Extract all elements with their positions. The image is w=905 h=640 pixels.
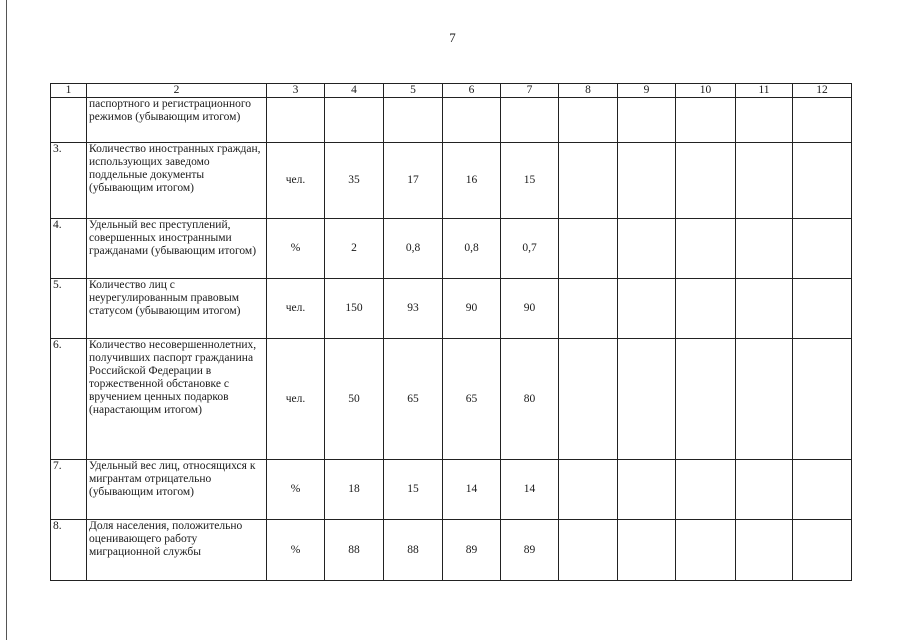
value-cell (501, 98, 559, 143)
indicators-table (50, 83, 852, 581)
value-cell: 50 (325, 339, 384, 460)
value-cell: 65 (443, 339, 501, 460)
row-number: 6. (51, 339, 87, 460)
value-cell (443, 98, 501, 143)
empty-cell (736, 143, 793, 219)
header-cell: 9 (618, 84, 676, 98)
indicator-name: Количество несовершеннолетних, получивших паспорт гражданина Российской Федерации в торжественной обстановке с вручением ценных подарков (нарастающим итогом) (87, 339, 267, 460)
header-cell: 6 (443, 84, 501, 98)
empty-cell (676, 143, 736, 219)
row-number: 4. (51, 219, 87, 279)
page-number: 7 (449, 30, 456, 45)
value-cell: 35 (325, 143, 384, 219)
empty-cell (793, 219, 852, 279)
unit-cell: чел. (267, 339, 325, 460)
empty-cell (559, 279, 618, 339)
empty-cell (793, 460, 852, 520)
value-cell: 89 (443, 520, 501, 581)
header-cell: 10 (676, 84, 736, 98)
empty-cell (559, 339, 618, 460)
table-row (51, 219, 852, 279)
empty-cell (618, 339, 676, 460)
value-cell: 15 (384, 460, 443, 520)
value-cell: 14 (501, 460, 559, 520)
empty-cell (618, 279, 676, 339)
empty-cell (736, 279, 793, 339)
indicator-name: Удельный вес преступлений, совершенных иностранными гражданами (убывающим итогом) (87, 219, 267, 279)
value-cell: 88 (384, 520, 443, 581)
header-cell: 7 (501, 84, 559, 98)
table-row (51, 98, 852, 143)
value-cell: 90 (501, 279, 559, 339)
value-cell: 88 (325, 520, 384, 581)
header-cell: 3 (267, 84, 325, 98)
value-cell: 90 (443, 279, 501, 339)
empty-cell (676, 98, 736, 143)
unit-cell: % (267, 520, 325, 581)
value-cell: 16 (443, 143, 501, 219)
empty-cell (559, 143, 618, 219)
empty-cell (793, 520, 852, 581)
row-number: 7. (51, 460, 87, 520)
empty-cell (618, 460, 676, 520)
empty-cell (559, 98, 618, 143)
indicator-name: Доля населения, положительно оценивающего работу миграционной службы (87, 520, 267, 581)
value-cell: 2 (325, 219, 384, 279)
table-header-row (51, 84, 852, 98)
empty-cell (559, 460, 618, 520)
value-cell: 150 (325, 279, 384, 339)
empty-cell (736, 98, 793, 143)
empty-cell (793, 98, 852, 143)
empty-cell (736, 520, 793, 581)
table-row (51, 279, 852, 339)
value-cell: 0,7 (501, 219, 559, 279)
header-cell: 2 (87, 84, 267, 98)
empty-cell (736, 339, 793, 460)
unit-cell: чел. (267, 279, 325, 339)
value-cell: 65 (384, 339, 443, 460)
unit-cell: % (267, 460, 325, 520)
empty-cell (793, 279, 852, 339)
value-cell: 14 (443, 460, 501, 520)
empty-cell (736, 460, 793, 520)
indicator-name: паспортного и регистрационного режимов (убывающим итогом) (87, 98, 267, 143)
empty-cell (676, 520, 736, 581)
page-margin-line (6, 0, 7, 640)
row-number: 8. (51, 520, 87, 581)
value-cell: 17 (384, 143, 443, 219)
value-cell: 18 (325, 460, 384, 520)
table-row (51, 143, 852, 219)
value-cell: 0,8 (384, 219, 443, 279)
row-number: 5. (51, 279, 87, 339)
empty-cell (559, 219, 618, 279)
unit-cell: чел. (267, 143, 325, 219)
header-cell: 4 (325, 84, 384, 98)
value-cell: 89 (501, 520, 559, 581)
row-number: 3. (51, 143, 87, 219)
row-number (51, 98, 87, 143)
value-cell (384, 98, 443, 143)
value-cell: 80 (501, 339, 559, 460)
empty-cell (559, 520, 618, 581)
table-row (51, 460, 852, 520)
table-row (51, 520, 852, 581)
value-cell: 15 (501, 143, 559, 219)
header-cell: 5 (384, 84, 443, 98)
header-cell: 11 (736, 84, 793, 98)
header-cell: 1 (51, 84, 87, 98)
empty-cell (676, 279, 736, 339)
empty-cell (618, 98, 676, 143)
empty-cell (618, 219, 676, 279)
value-cell (325, 98, 384, 143)
empty-cell (676, 219, 736, 279)
empty-cell (618, 143, 676, 219)
empty-cell (736, 219, 793, 279)
empty-cell (676, 339, 736, 460)
indicator-name: Удельный вес лиц, относящихся к мигрантам отрицательно (убывающим итогом) (87, 460, 267, 520)
unit-cell (267, 98, 325, 143)
empty-cell (618, 520, 676, 581)
value-cell: 93 (384, 279, 443, 339)
empty-cell (793, 143, 852, 219)
indicator-name: Количество иностранных граждан, использующих заведомо поддельные документы (убывающим итогом) (87, 143, 267, 219)
value-cell: 0,8 (443, 219, 501, 279)
header-cell: 8 (559, 84, 618, 98)
table-row (51, 339, 852, 460)
header-cell: 12 (793, 84, 852, 98)
indicator-name: Количество лиц с неурегулированным правовым статусом (убывающим итогом) (87, 279, 267, 339)
empty-cell (793, 339, 852, 460)
unit-cell: % (267, 219, 325, 279)
empty-cell (676, 460, 736, 520)
